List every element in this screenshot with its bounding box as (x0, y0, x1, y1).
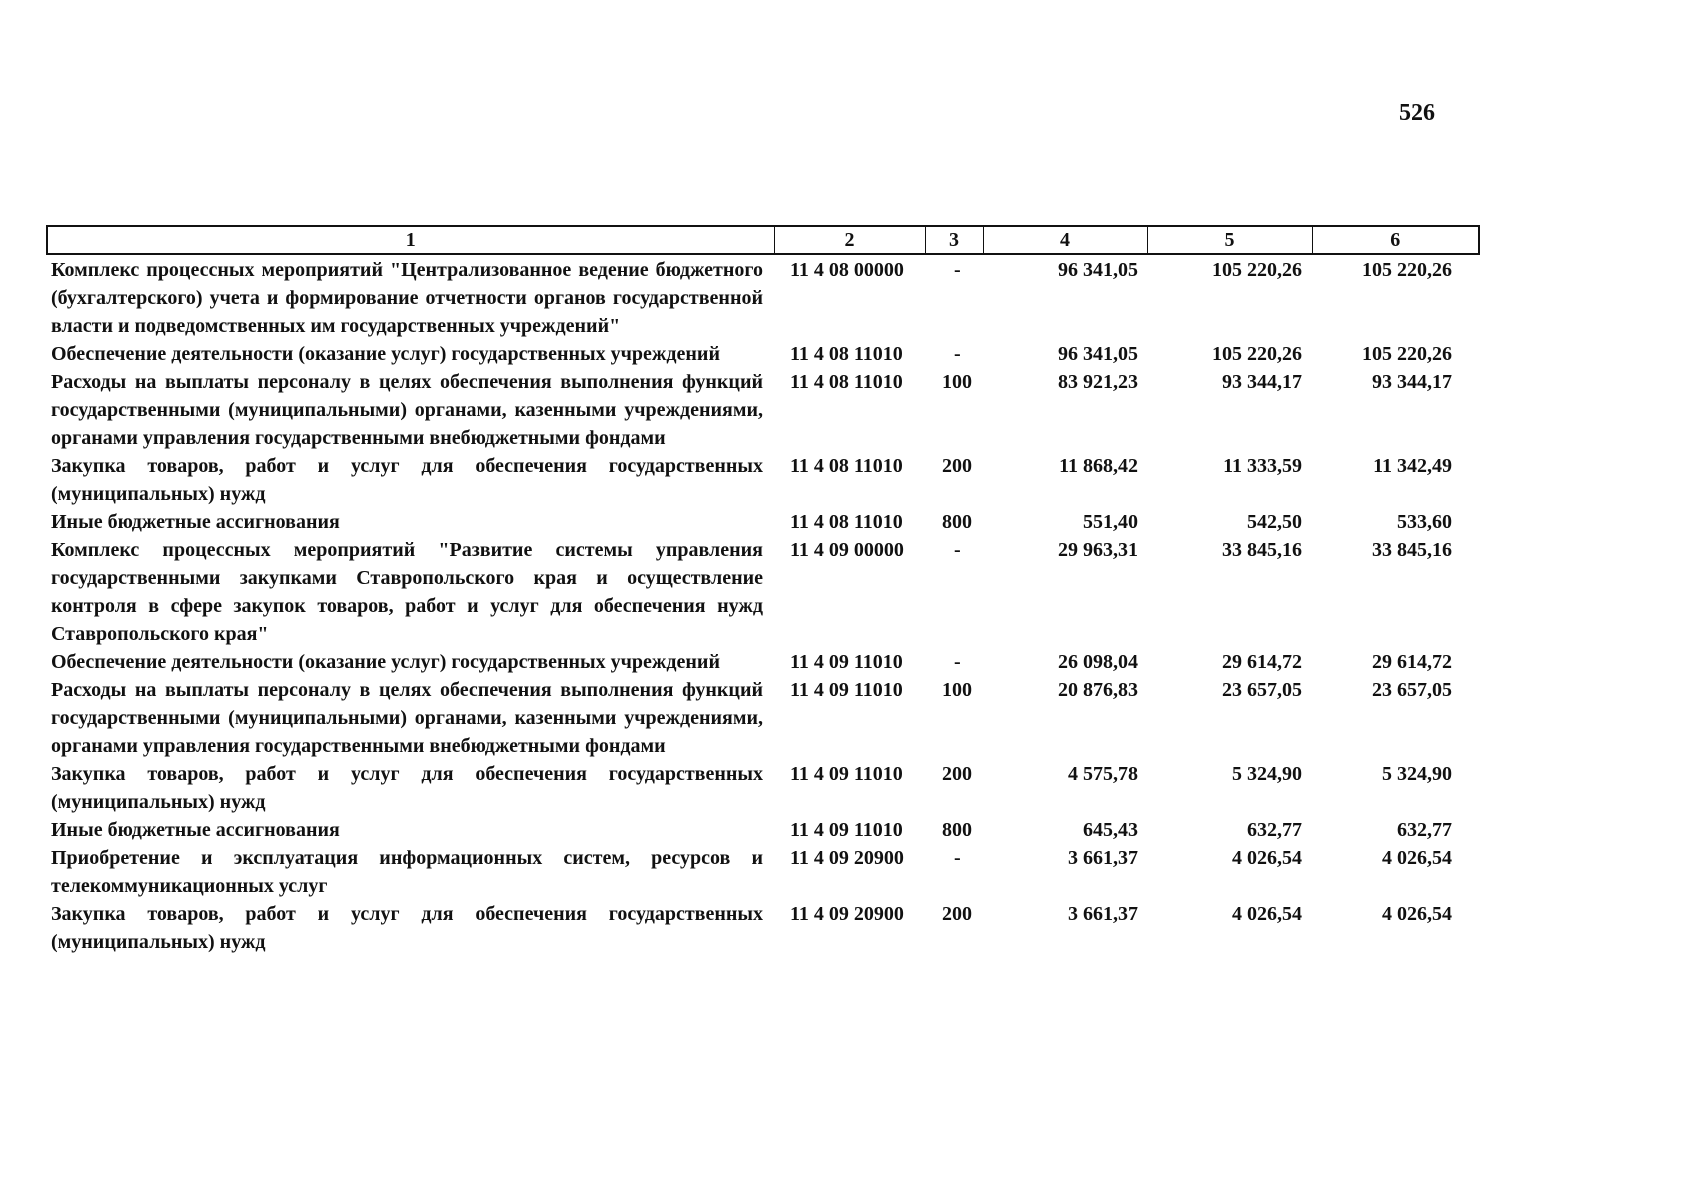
column-header-5: 5 (1147, 226, 1312, 254)
row-expense-type: 200 (942, 903, 972, 925)
column-header-4: 4 (983, 226, 1147, 254)
page-number: 526 (1399, 100, 1435, 126)
row-value-6: 4 026,54 (1382, 903, 1452, 925)
row-value-4: 20 876,83 (1058, 679, 1138, 701)
row-value-6: 93 344,17 (1372, 371, 1452, 393)
row-value-5: 5 324,90 (1232, 763, 1302, 785)
row-value-4: 11 868,42 (1059, 455, 1138, 477)
row-name: Обеспечение деятельности (оказание услуг) государственных учреждений (51, 651, 720, 673)
row-expense-type: 100 (942, 679, 972, 701)
row-name: Закупка товаров, работ и услуг для обеспечения государственных (муниципальных) нужд (51, 903, 763, 953)
row-value-4: 3 661,37 (1068, 903, 1138, 925)
row-name: Приобретение и эксплуатация информационных систем, ресурсов и телекоммуникационных услуг (51, 847, 763, 897)
row-name: Комплекс процессных мероприятий "Развитие системы управления государственными закупками Ставропольского края и осуществление контроля в сфере закупок товаров, работ и услуг для обеспечения нужд Ставропольского края" (51, 539, 763, 645)
row-code: 11 4 08 11010 (790, 455, 903, 477)
row-expense-type: - (954, 847, 961, 869)
table-row (51, 452, 1471, 508)
row-value-6: 632,77 (1397, 819, 1452, 841)
row-code: 11 4 08 00000 (790, 259, 904, 281)
budget-table-body (51, 256, 1471, 956)
row-name: Иные бюджетные ассигнования (51, 511, 340, 533)
row-value-6: 4 026,54 (1382, 847, 1452, 869)
row-value-6: 533,60 (1397, 511, 1452, 533)
row-expense-type: 200 (942, 763, 972, 785)
row-code: 11 4 09 20900 (790, 847, 904, 869)
row-code: 11 4 08 11010 (790, 511, 903, 533)
row-value-5: 542,50 (1247, 511, 1302, 533)
row-value-4: 83 921,23 (1058, 371, 1138, 393)
row-value-6: 23 657,05 (1372, 679, 1452, 701)
table-row (51, 536, 1471, 648)
column-header-1: 1 (47, 226, 774, 254)
row-name: Обеспечение деятельности (оказание услуг) государственных учреждений (51, 343, 720, 365)
column-header-2: 2 (774, 226, 925, 254)
row-code: 11 4 09 11010 (790, 819, 903, 841)
row-code: 11 4 09 11010 (790, 763, 903, 785)
row-code: 11 4 09 20900 (790, 903, 904, 925)
table-row (51, 676, 1471, 760)
table-row (51, 256, 1471, 340)
row-expense-type: - (954, 343, 961, 365)
row-name: Закупка товаров, работ и услуг для обеспечения государственных (муниципальных) нужд (51, 455, 763, 505)
table-row (51, 900, 1471, 956)
row-value-4: 3 661,37 (1068, 847, 1138, 869)
table-row (51, 508, 1471, 536)
row-name: Закупка товаров, работ и услуг для обеспечения государственных (муниципальных) нужд (51, 763, 763, 813)
row-value-5: 105 220,26 (1212, 343, 1302, 365)
row-value-5: 23 657,05 (1222, 679, 1302, 701)
row-value-5: 93 344,17 (1222, 371, 1302, 393)
table-row (51, 368, 1471, 452)
table-row (51, 816, 1471, 844)
column-header-6: 6 (1312, 226, 1479, 254)
row-value-6: 29 614,72 (1372, 651, 1452, 673)
row-value-4: 4 575,78 (1068, 763, 1138, 785)
row-expense-type: 800 (942, 511, 972, 533)
column-header-table (46, 225, 1480, 255)
row-value-5: 4 026,54 (1232, 903, 1302, 925)
row-value-5: 4 026,54 (1232, 847, 1302, 869)
table-row (51, 844, 1471, 900)
row-value-4: 96 341,05 (1058, 259, 1138, 281)
column-header-row (47, 226, 1479, 254)
row-expense-type: 100 (942, 371, 972, 393)
row-code: 11 4 09 11010 (790, 651, 903, 673)
column-header-3: 3 (925, 226, 983, 254)
row-value-6: 105 220,26 (1362, 259, 1452, 281)
row-value-6: 5 324,90 (1382, 763, 1452, 785)
row-value-5: 11 333,59 (1223, 455, 1302, 477)
row-code: 11 4 08 11010 (790, 343, 903, 365)
row-code: 11 4 08 11010 (790, 371, 903, 393)
row-value-4: 29 963,31 (1058, 539, 1138, 561)
row-expense-type: - (954, 259, 961, 281)
table-row (51, 340, 1471, 368)
row-value-5: 632,77 (1247, 819, 1302, 841)
row-value-4: 551,40 (1083, 511, 1138, 533)
row-value-5: 105 220,26 (1212, 259, 1302, 281)
row-name: Иные бюджетные ассигнования (51, 819, 340, 841)
row-code: 11 4 09 11010 (790, 679, 903, 701)
row-value-5: 29 614,72 (1222, 651, 1302, 673)
row-expense-type: - (954, 539, 961, 561)
row-name: Расходы на выплаты персоналу в целях обеспечения выполнения функций государственными (муниципальными) органами, казенными учреждениями, органами управления государственными внебюджетными фондами (51, 679, 763, 757)
row-value-4: 645,43 (1083, 819, 1138, 841)
row-name: Расходы на выплаты персоналу в целях обеспечения выполнения функций государственными (муниципальными) органами, казенными учреждениями, органами управления государственными внебюджетными фондами (51, 371, 763, 449)
row-value-4: 96 341,05 (1058, 343, 1138, 365)
table-row (51, 760, 1471, 816)
row-value-6: 11 342,49 (1373, 455, 1452, 477)
row-name: Комплекс процессных мероприятий "Централизованное ведение бюджетного (бухгалтерского) учета и формирование отчетности органов государственной власти и подведомственных им государственных учреждений" (51, 259, 763, 337)
row-value-6: 105 220,26 (1362, 343, 1452, 365)
row-expense-type: - (954, 651, 961, 673)
row-value-6: 33 845,16 (1372, 539, 1452, 561)
row-value-4: 26 098,04 (1058, 651, 1138, 673)
table-row (51, 648, 1471, 676)
row-expense-type: 800 (942, 819, 972, 841)
row-code: 11 4 09 00000 (790, 539, 904, 561)
row-value-5: 33 845,16 (1222, 539, 1302, 561)
row-expense-type: 200 (942, 455, 972, 477)
